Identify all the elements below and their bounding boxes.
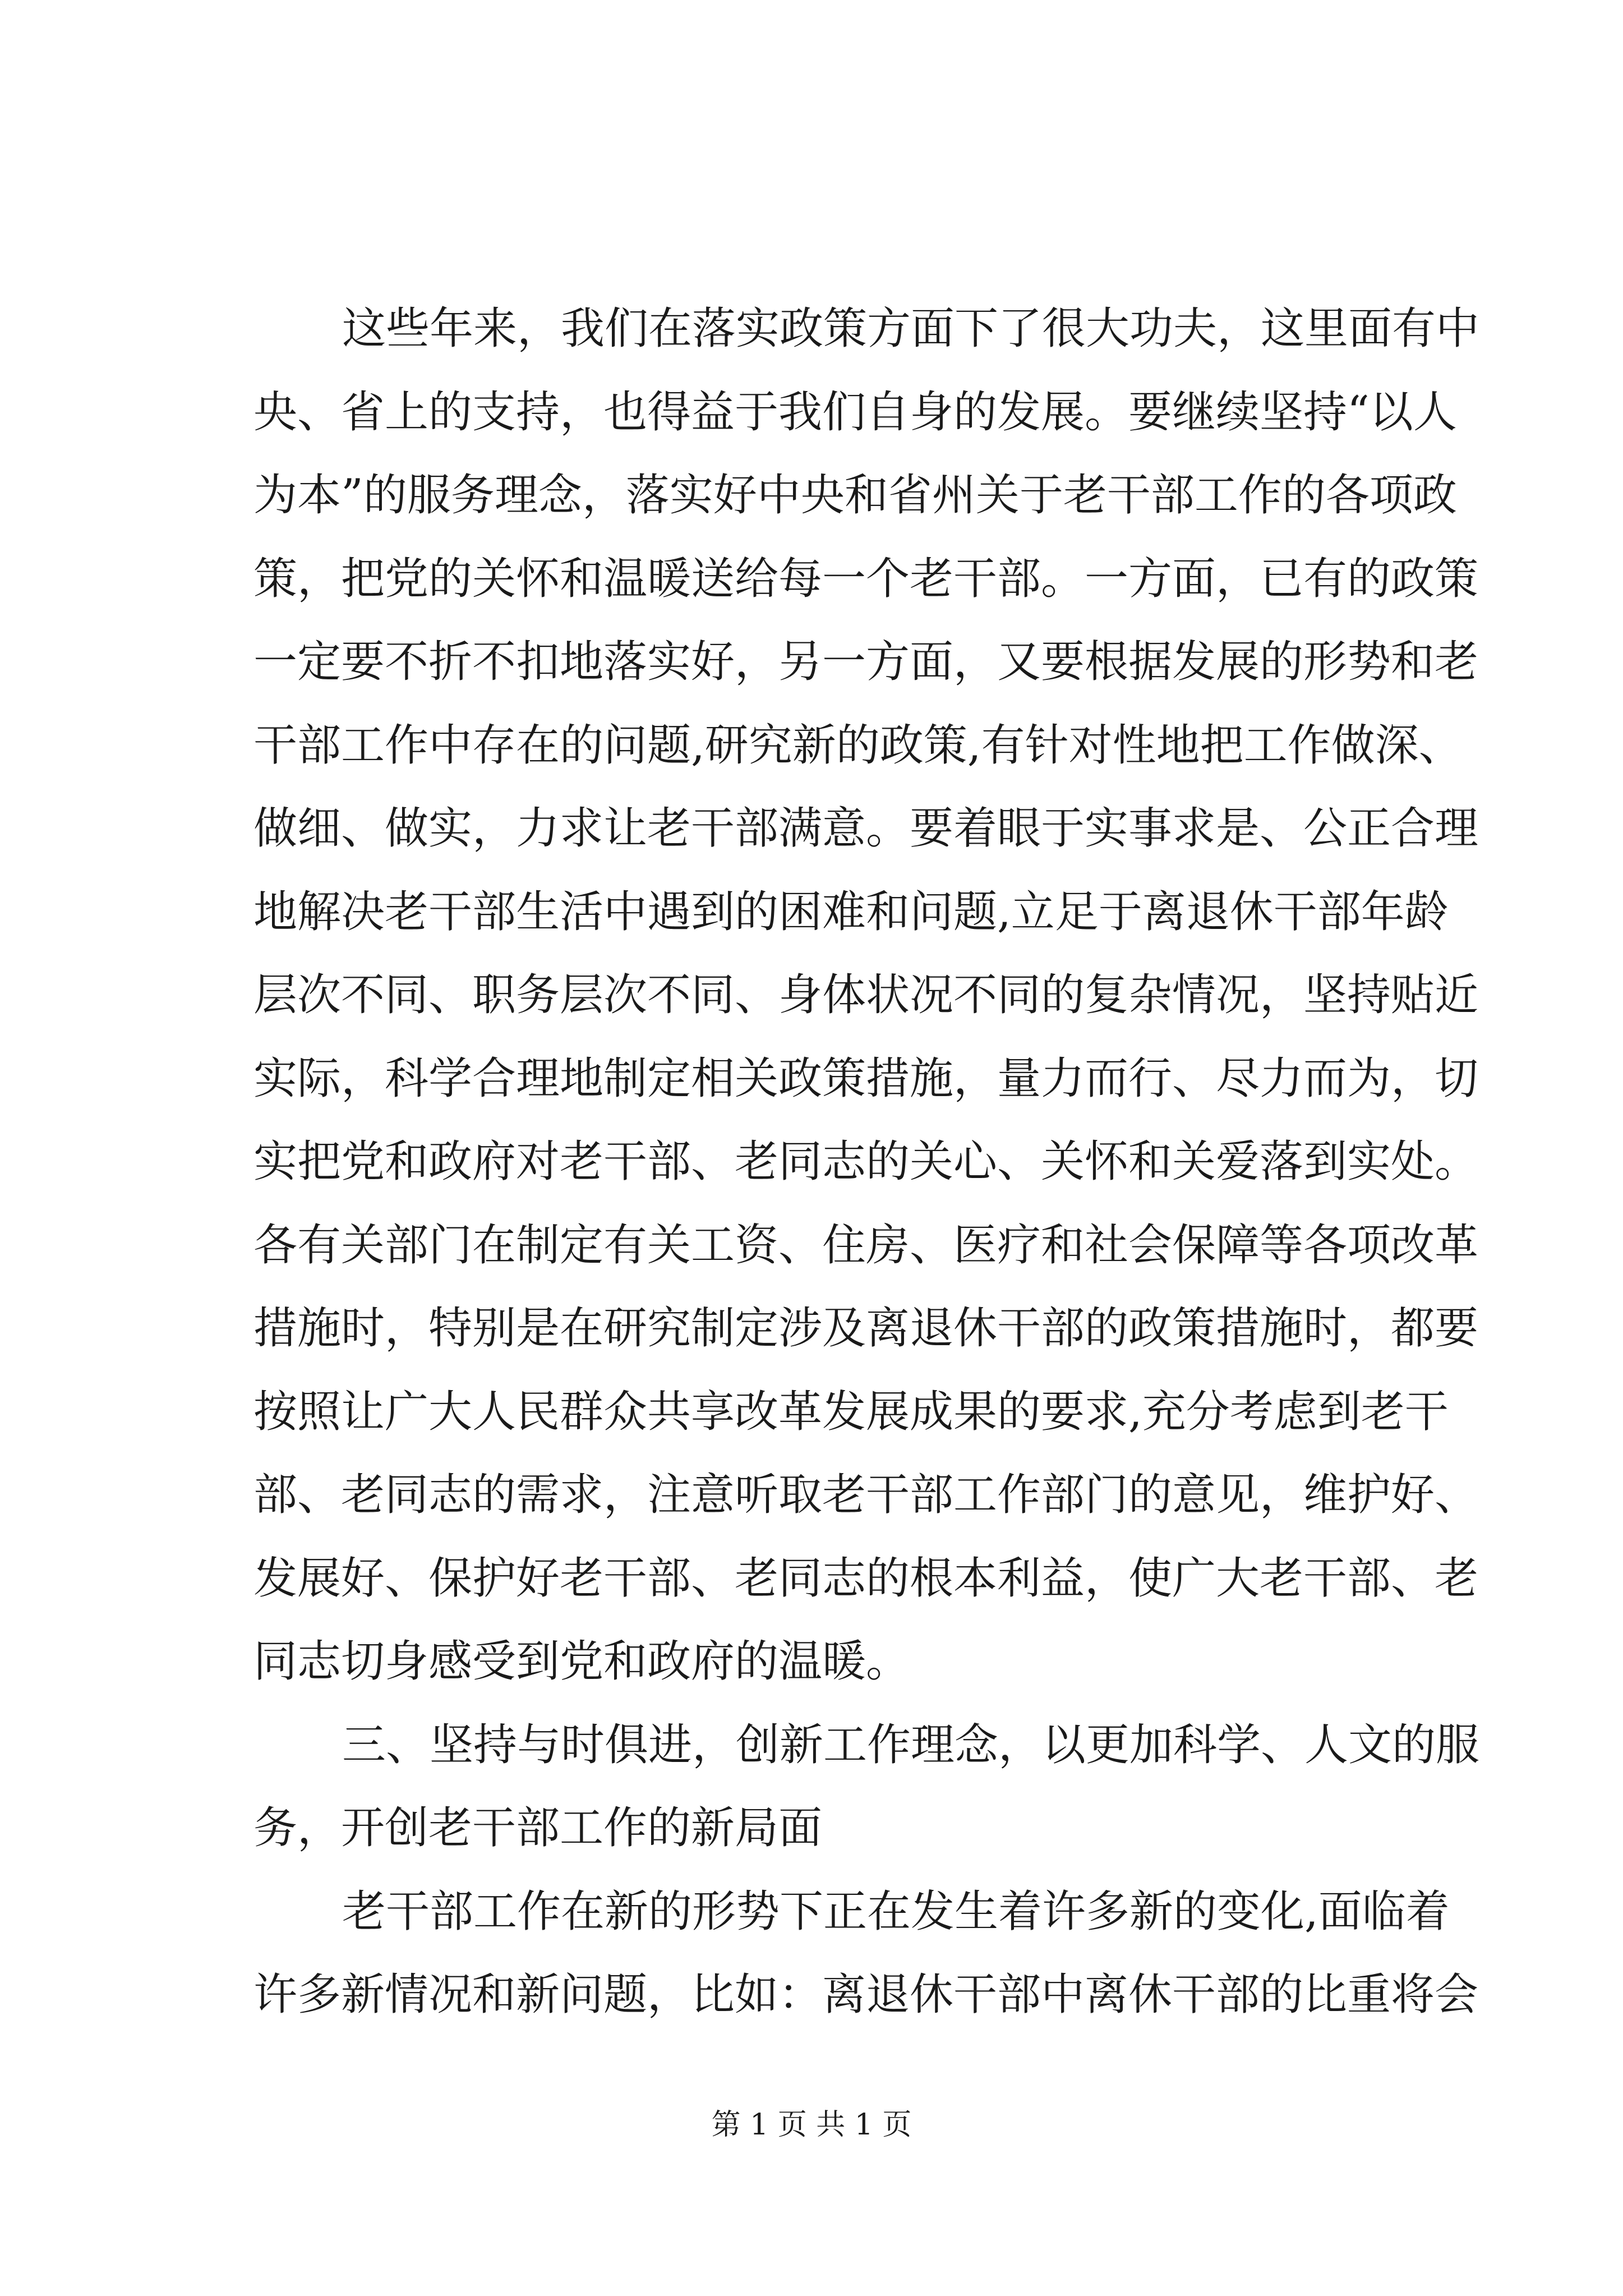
text-line-13: 措施时，特别是在研究制定涉及离退休干部的政策措施时，都要 — [253, 1303, 1479, 1354]
text-line-8: 地解决老干部生活中遇到的困难和问题,立足于离退休干部年龄 — [253, 886, 1449, 937]
text-line-12: 各有关部门在制定有关工资、住房、医疗和社会保障等各项改革 — [253, 1220, 1479, 1271]
section-heading-line-2: 务，开创老干部工作的新局面 — [253, 1803, 823, 1853]
text-line-10: 实际，科学合理地制定相关政策措施，量力而行、尽力而为，切 — [253, 1053, 1479, 1104]
text-line-19: 许多新情况和新问题，比如：离退休干部中离休干部的比重将会 — [253, 1970, 1479, 2020]
text-line-7: 做细、做实，力求让老干部满意。要着眼于实事求是、公正合理 — [253, 803, 1479, 854]
page-number-footer: 第 1 页 共 1 页 — [711, 2108, 912, 2142]
text-line-15: 部、老同志的需求，注意听取老干部工作部门的意见，维护好、 — [253, 1470, 1479, 1520]
text-line-6: 干部工作中存在的问题,研究新的政策,有针对性地把工作做深、 — [253, 720, 1463, 771]
section-heading-line-1: 三、坚持与时俱进，创新工作理念，以更加科学、人文的服 — [342, 1719, 1480, 1770]
text-line-9: 层次不同、职务层次不同、身体状况不同的复杂情况，坚持贴近 — [253, 970, 1479, 1020]
text-line-11: 实把党和政府对老干部、老同志的关心、关怀和关爱落到实处。 — [253, 1137, 1479, 1187]
text-line-4: 策，把党的关怀和温暖送给每一个老干部。一方面，已有的政策 — [253, 553, 1479, 604]
document-body — [253, 287, 1480, 2037]
text-line-3: 为本”的服务理念，落实好中央和省州关于老干部工作的各项政 — [253, 470, 1457, 521]
text-line-5: 一定要不折不扣地落实好，另一方面，又要根据发展的形势和老 — [253, 637, 1479, 687]
text-line-17: 同志切身感受到党和政府的温暖。 — [253, 1636, 910, 1687]
text-line-14: 按照让广大人民群众共享改革发展成果的要求,充分考虑到老干 — [253, 1386, 1449, 1437]
text-line-18: 老干部工作在新的形势下正在发生着许多新的变化,面临着 — [342, 1886, 1450, 1937]
text-line-1: 这些年来，我们在落实政策方面下了很大功夫，这里面有中 — [342, 303, 1480, 354]
text-line-2: 央、省上的支持，也得益于我们自身的发展。要继续坚持“以人 — [253, 386, 1457, 438]
text-line-16: 发展好、保护好老干部、老同志的根本利益，使广大老干部、老 — [253, 1553, 1479, 1604]
